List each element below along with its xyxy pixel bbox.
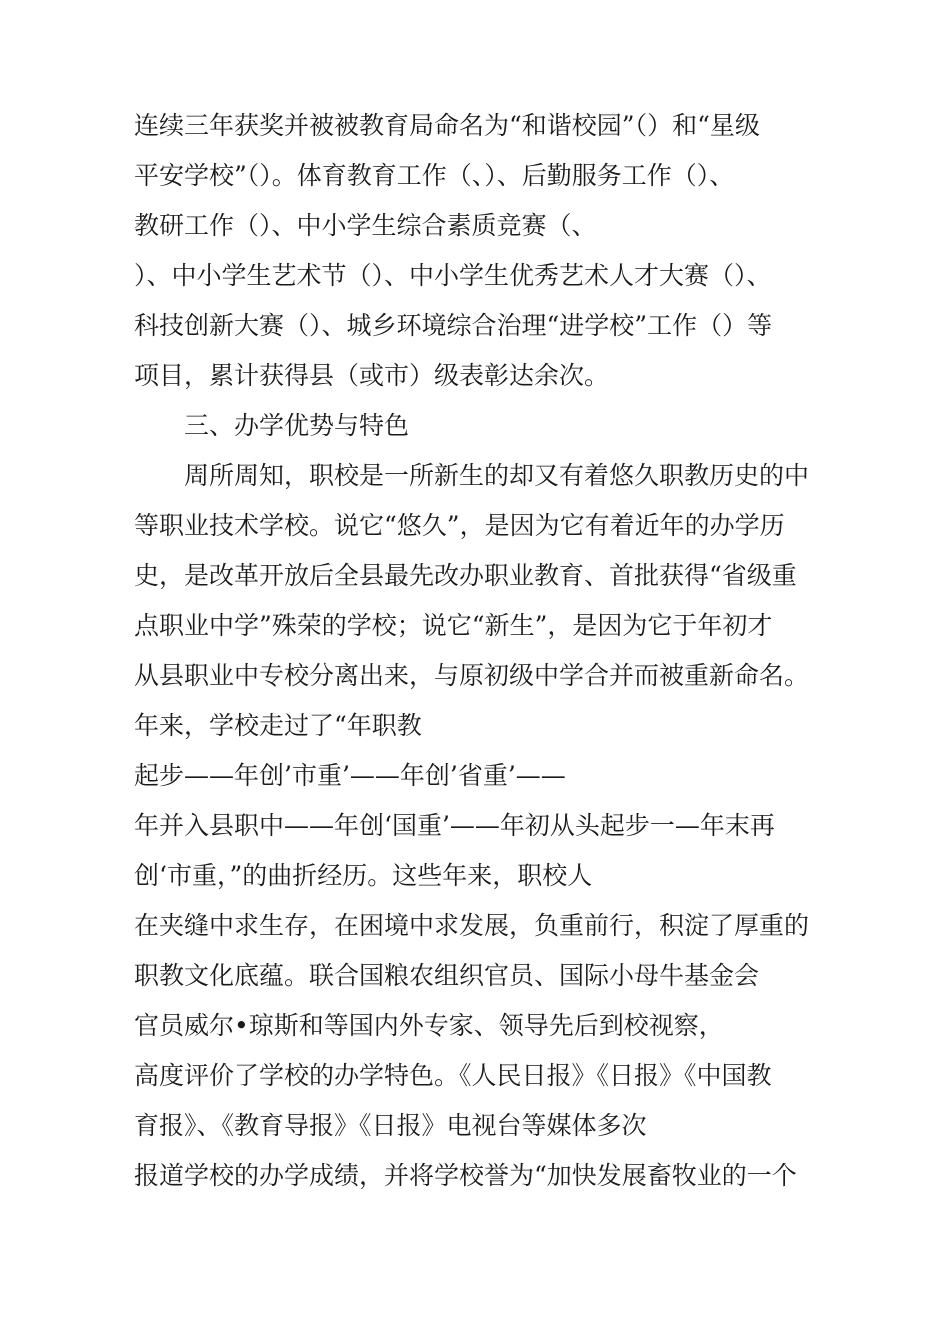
text-line-9: 等职业技术学校。说它“悠久”，是因为它有着近年的办学历: [134, 511, 785, 540]
text-line-14: 起步——年创’市重’——年创’省重’——: [134, 761, 566, 790]
text-line-1: 连续三年获奖并被被教育局命名为“和谐校园”（）和“星级: [134, 111, 760, 140]
text-line-17: 在夹缝中求生存，在困境中求发展，负重前行，积淀了厚重的: [134, 911, 810, 940]
text-line-6: 项目，累计获得县（或市）级表彰达余次。: [134, 361, 610, 390]
section-heading: 三、办学优势与特色: [184, 411, 410, 440]
text-line-11: 点职业中学”殊荣的学校；说它“新生”，是因为它于年初才: [134, 611, 773, 640]
text-line-18: 职教文化底蕴。联合国粮农组织官员、国际小母牛基金会: [134, 961, 760, 990]
text-line-13: 年来，学校走过了“年职教: [134, 711, 422, 740]
text-line-19: 官员威尔•琼斯和等国内外专家、领导先后到校视察，: [134, 1011, 724, 1040]
text-line-10: 史，是改革开放后全县最先改办职业教育、首批获得“省级重: [134, 561, 797, 590]
text-line-15: 年并入县职中——年创‘国重’——年初从头起步一—年末再: [134, 811, 775, 840]
text-line-8: 周所周知，职校是一所新生的却又有着悠久职教历史的中: [184, 461, 810, 490]
text-line-21: 育报》、《教育导报》《日报》电视台等媒体多次: [134, 1111, 647, 1140]
text-line-2: 平安学校”（）。体育教育工作（、）、后勤服务工作（）、: [134, 161, 735, 190]
text-line-20: 高度评价了学校的办学特色。《人民日报》《日报》《中国教: [134, 1061, 772, 1090]
text-line-12: 从县职业中专校分离出来，与原初级中学合并而被重新命名。: [134, 661, 810, 690]
text-line-3: 教研工作（）、中小学生综合素质竞赛（、: [134, 211, 597, 240]
text-line-16: 创‘市重，”的曲折经历。这些年来，职校人: [134, 861, 593, 890]
text-line-5: 科技创新大赛（）、城乡环境综合治理“进学校”工作（）等: [134, 311, 773, 340]
text-line-4: ）、中小学生艺术节（）、中小学生优秀艺术人才大赛（）、: [134, 261, 772, 290]
text-line-22: 报道学校的办学成绩，并将学校誉为“加快发展畜牧业的一个: [134, 1161, 797, 1190]
